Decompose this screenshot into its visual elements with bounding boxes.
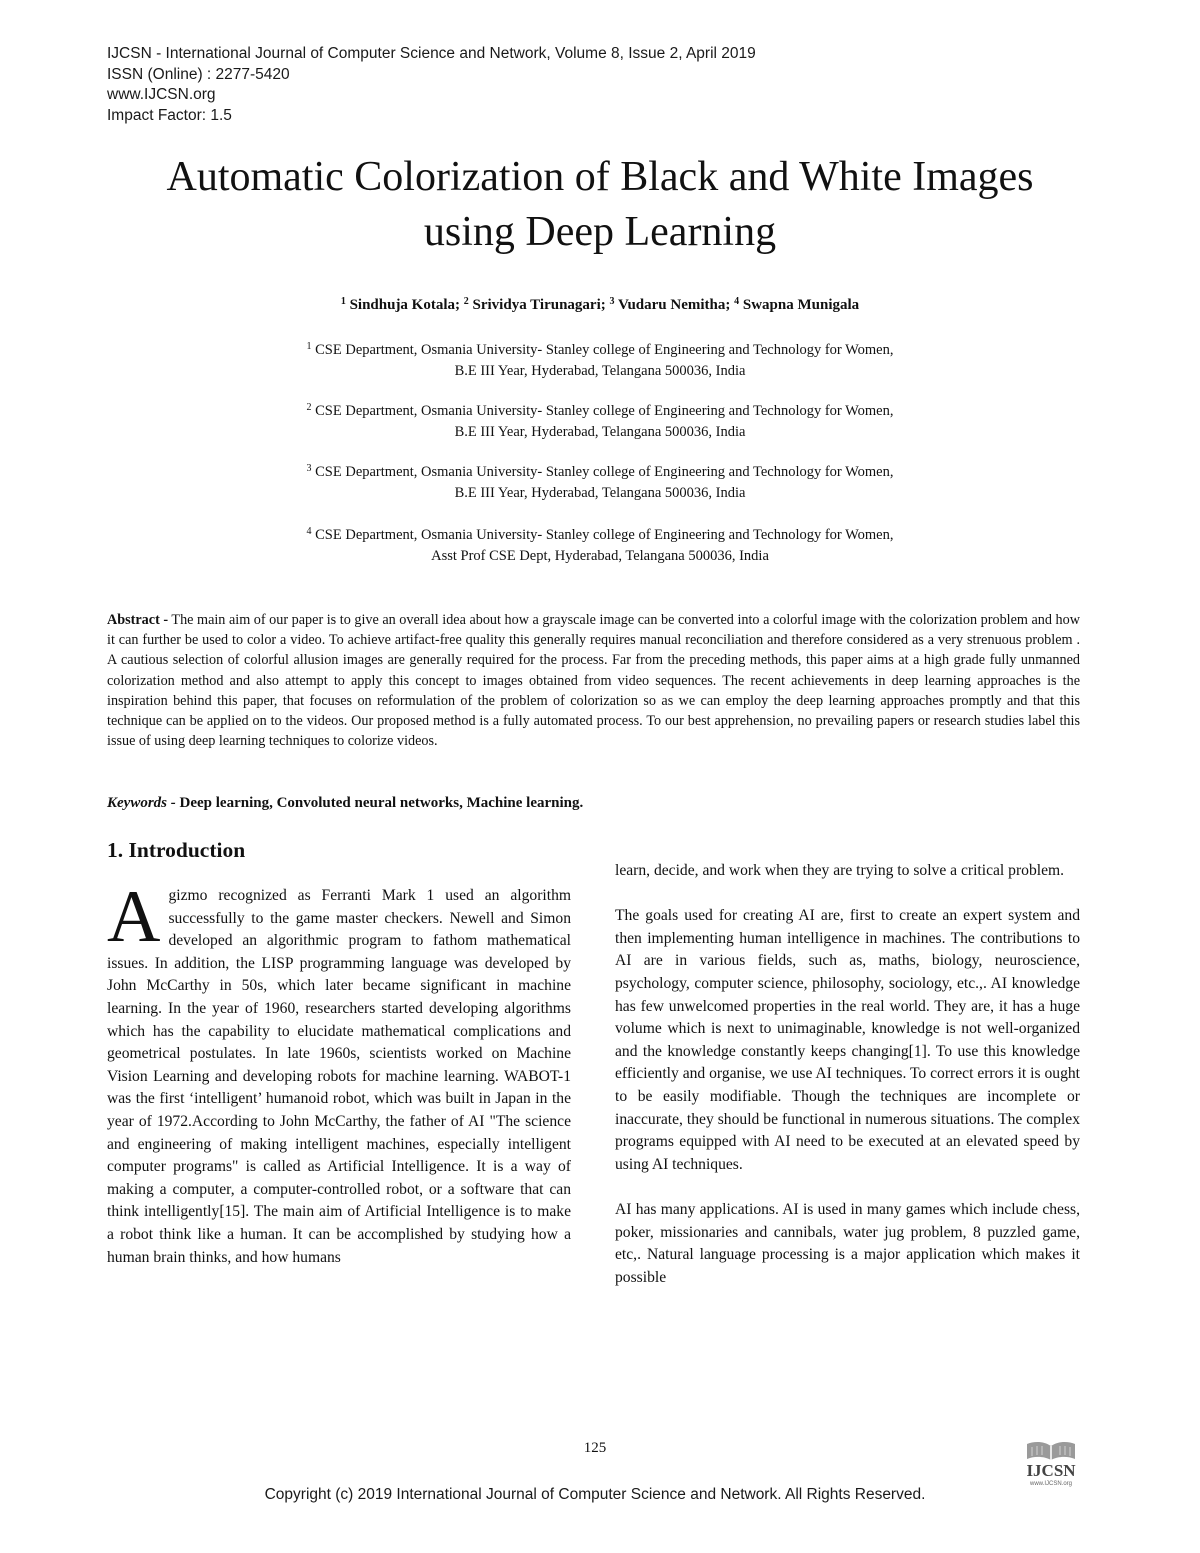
journal-logo xyxy=(1016,1440,1086,1500)
keywords xyxy=(107,795,583,812)
author-name: Srividya Tirunagari; xyxy=(472,297,606,313)
left-column xyxy=(107,876,571,1269)
affiliation-1 xyxy=(100,336,1100,382)
author-name: Swapna Munigala xyxy=(742,297,860,313)
author-number: 3 xyxy=(609,296,615,307)
paper-title xyxy=(60,150,1140,260)
author-number: 2 xyxy=(463,296,469,307)
issn: ISSN (Online) : 2277-5420 xyxy=(107,65,290,83)
page-number: 125 xyxy=(583,1440,607,1456)
affiliation-line: CSE Department, Osmania University- Stanley college of Engineering and Technology for Women, xyxy=(315,527,894,543)
abstract-label: Abstract - xyxy=(107,612,169,628)
logo-name: IJCSN xyxy=(1026,1461,1076,1480)
journal-name: IJCSN - International Journal of Computer Science and Network, Volume 8, Issue 2, April 2019 xyxy=(107,45,756,62)
section-heading: 1. Introduction xyxy=(107,838,246,862)
right-column xyxy=(615,860,1080,1289)
affiliation-number: 3 xyxy=(306,463,312,474)
drop-cap: A xyxy=(107,876,161,958)
affiliation-line: Asst Prof CSE Dept, Hyderabad, Telangana 500036, India xyxy=(431,548,769,564)
affiliation-line: CSE Department, Osmania University- Stanley college of Engineering and Technology for Women, xyxy=(315,464,894,480)
affiliation-line: B.E III Year, Hyderabad, Telangana 500036, India xyxy=(454,485,746,501)
body-paragraph: The goals used for creating AI are, first to create an expert system and then implementing human intelligence in machines. The contributions to AI are in various fields, such as, maths, biology, neuroscience, psychology, computer science, philosophy, sociology, etc.,. AI knowledge has few unwelcomed properties in the real world. They are, it has a huge volume which is next to unimaginable, knowledge is not well-organized and the knowledge constantly keeps changing[1]. To use this knowledge efficiently and organise, we use AI techniques. To correct errors it is ought to be easily modifiable. Though the techniques are incomplete or inaccurate, they should be functional in numerous situations. The complex programs equipped with AI need to be executed at an elevated speed by using AI techniques. xyxy=(615,907,1080,1173)
affiliation-number: 4 xyxy=(306,526,312,537)
body-paragraph: AI has many applications. AI is used in many games which include chess, poker, missionaries and cannibals, water jug problem, 8 puzzled game, etc,. Natural language processing is a major application which makes it possible xyxy=(615,1200,1080,1286)
author-number: 4 xyxy=(734,296,740,307)
affiliation-3 xyxy=(100,458,1100,504)
affiliation-line: B.E III Year, Hyderabad, Telangana 500036, India xyxy=(454,363,746,379)
impact-factor: Impact Factor: 1.5 xyxy=(107,106,232,124)
body-paragraph: learn, decide, and work when they are trying to solve a critical problem. xyxy=(615,862,1065,879)
author-list xyxy=(100,296,1100,314)
title-line-2: using Deep Learning xyxy=(423,209,777,255)
book-icon xyxy=(1024,1440,1078,1462)
intro-paragraph: gizmo recognized as Ferranti Mark 1 used an algorithm successfully to the game master checkers. Newell and Simon developed an algorithmic program to fathom mathematical issues. In addition, the LISP programming language was developed by John McCarthy in 50s, which later became significant in machine learning. In the year of 1960, researchers started developing algorithms which has the capability to elucidate mathematical complications and geometrical postulates. In late 1960s, scientists worked on Machine Vision Learning and developing robots for machine learning. WABOT-1 was the first ‘intelligent’ humanoid robot, which was built in Japan in the year of 1972.According to John McCarthy, the father of AI "The science and engineering of making intelligent machines, especially intelligent computer programs" is called as Artificial Intelligence. It is a way of making a computer, a computer-controlled robot, or a software that can think intelligently[15]. The main aim of Artificial Intelligence is to make a robot think like a human. It can be accomplished by studying how a human brain thinks, and how humans xyxy=(107,887,571,1266)
affiliation-4 xyxy=(100,521,1100,567)
affiliation-line: CSE Department, Osmania University- Stanley college of Engineering and Technology for Women, xyxy=(315,342,894,358)
journal-header xyxy=(107,44,756,126)
keywords-label: Keywords - xyxy=(107,795,176,811)
keywords-text: Deep learning, Convoluted neural networks, Machine learning. xyxy=(179,795,584,811)
author-name: Vudaru Nemitha; xyxy=(617,297,731,313)
abstract xyxy=(107,610,1080,751)
journal-website: www.IJCSN.org xyxy=(107,86,216,103)
title-line-1: Automatic Colorization of Black and White Images xyxy=(166,154,1034,200)
affiliation-number: 1 xyxy=(306,341,312,352)
copyright-footer: Copyright (c) 2019 International Journal of Computer Science and Network. All Rights Reserved. xyxy=(264,1486,926,1503)
abstract-text: The main aim of our paper is to give an overall idea about how a grayscale image can be converted into a colorful image with the colorization problem and how it can further be used to color a video. To achieve artifact-free quality this generally requires manual reconciliation and therefore considered as a very strenuous problem . A cautious selection of colorful allusion images are generally required for the process. Far from the preceding methods, this paper aims at a high grade fully unmanned colorization method and also attempt to apply this concept to images obtained from video sequences. The recent achievements in deep learning approaches is the inspiration behind this paper, that focuses on reformulation of the problem of colorization so as we can employ the deep learning approaches promptly and that this technique can be applied on to the videos. Our proposed method is a fully automated process. To our best apprehension, no prevailing papers or research studies label this issue of using deep learning techniques to colorize videos. xyxy=(107,612,1080,750)
affiliation-line: B.E III Year, Hyderabad, Telangana 500036, India xyxy=(454,424,746,440)
logo-url: www.IJCSN.org xyxy=(1029,1481,1072,1487)
affiliation-line: CSE Department, Osmania University- Stanley college of Engineering and Technology for Women, xyxy=(315,403,894,419)
author-number: 1 xyxy=(340,296,346,307)
affiliation-number: 2 xyxy=(306,402,312,413)
affiliation-2 xyxy=(100,397,1100,443)
author-name: Sindhuja Kotala; xyxy=(349,297,461,313)
